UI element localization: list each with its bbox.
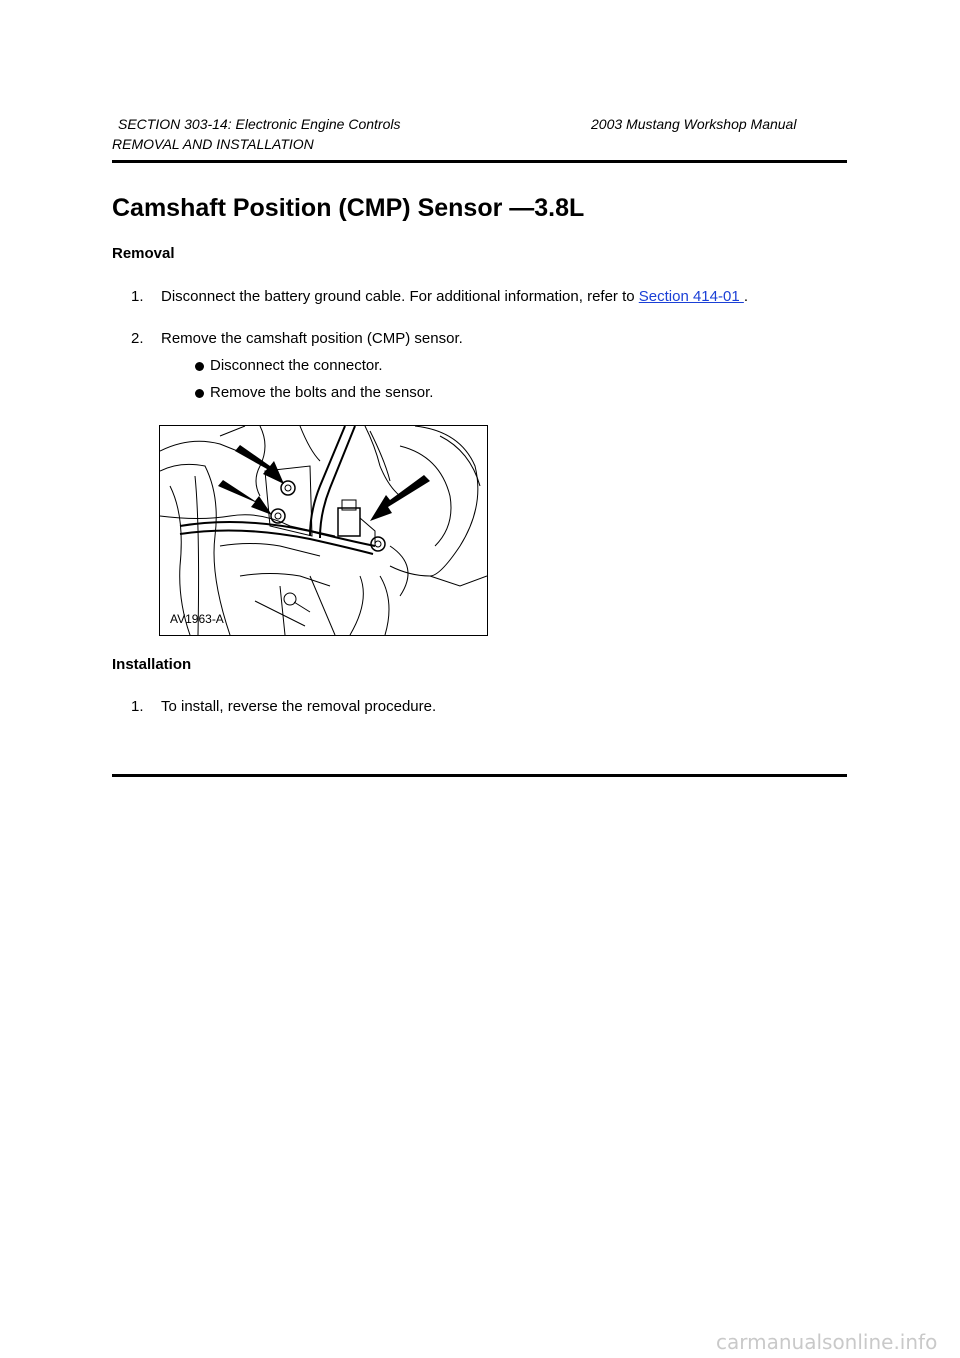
header-subtitle: REMOVAL AND INSTALLATION — [112, 136, 314, 152]
bullet-icon — [195, 362, 204, 371]
header-section: SECTION 303-14: Electronic Engine Controls — [118, 116, 401, 132]
removal-step-1-after: . — [743, 288, 749, 305]
removal-step-2-bullet-2: Remove the bolts and the sensor. — [210, 384, 434, 401]
installation-step-1-text: To install, reverse the removal procedure. — [161, 698, 437, 715]
bullet-icon — [195, 389, 204, 398]
figure-label: AV1963-A — [170, 612, 224, 626]
installation-heading: Installation — [112, 656, 192, 673]
section-414-01-link[interactable]: Section 414-01 — [638, 288, 744, 305]
watermark: carmanualsonline.info — [716, 1330, 938, 1354]
removal-step-1-text: Disconnect the battery ground cable. For additional information, refer to — [161, 288, 639, 305]
removal-step-1 — [161, 288, 748, 305]
footer-rule — [112, 774, 847, 777]
header-rule — [112, 160, 847, 163]
removal-step-2-number: 2. — [131, 330, 144, 347]
removal-heading: Removal — [112, 245, 175, 262]
removal-step-2-text: Remove the camshaft position (CMP) sensor. — [161, 330, 463, 347]
header-manual-title: 2003 Mustang Workshop Manual — [591, 116, 797, 132]
page-title: Camshaft Position (CMP) Sensor —3.8L — [112, 194, 585, 222]
installation-step-1-number: 1. — [131, 698, 144, 715]
engine-illustration — [160, 426, 487, 635]
sensor-figure — [159, 425, 488, 636]
removal-step-2-bullet-1: Disconnect the connector. — [210, 357, 383, 374]
removal-step-1-number: 1. — [131, 288, 144, 305]
